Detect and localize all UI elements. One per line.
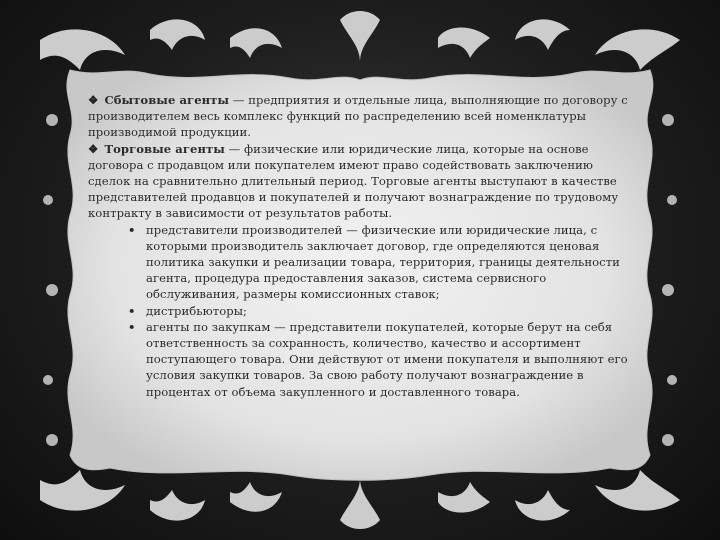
list-item-manufacturer-representatives [88, 222, 636, 303]
list-item-purchasing-agents [88, 319, 636, 400]
slide-body-text [88, 92, 636, 400]
paragraph-sales-agents [88, 92, 636, 141]
diamond-flower-bullet-icon: ❖ [88, 141, 99, 156]
bottom-ornament [40, 470, 680, 529]
dot-bullet-icon: • [128, 303, 136, 318]
definition-sales-agents: — предприятия и отдельные лица, выполняющие по договору с производителем весь комплекс функций по распределению всей номенклатуры производимой продукции. [88, 93, 628, 140]
term-sales-agents: Сбытовые агенты [104, 93, 230, 107]
list-item-distributors [88, 303, 636, 319]
list-item-text: дистрибьюторы; [146, 303, 247, 318]
diamond-flower-bullet-icon: ❖ [88, 93, 99, 107]
agent-types-list [88, 222, 636, 400]
list-item-text: агенты по закупкам — представители покупателей, которые берут на себя ответственность за сохранность, количество, качество и ассортимент поступающего товара. Они действуют от имени покупателя и выполняют его условия закупки товаров. За свою работу получают вознаграждение в процентах от объема закупленного и доставленного товара. [146, 319, 628, 399]
dot-bullet-icon: • [128, 222, 136, 237]
list-item-text: представители производителей — физические или юридические лица, с которыми производитель заключает договор, где определяются ценовая политика закупки и реализации товара, территория, границы деятельности агента, процедура предоставления заказов, система сервисного обслуживания, размеры комиссионных ставок; [146, 222, 620, 302]
definition-trade-agents: — физические или юридические лица, которые на основе договора с продавцом или покупателем имеют право содействовать заключению сделок на сравнительно длительный период. Торговые агенты выступают в качестве представителей продавцов и покупателей и получают вознаграждение по трудовому контракту в зависимости от результатов работы. [88, 141, 619, 221]
term-trade-agents: Торговые агенты [104, 141, 225, 156]
top-ornament [40, 11, 680, 70]
dot-bullet-icon: • [128, 319, 136, 334]
paragraph-trade-agents [88, 141, 636, 222]
